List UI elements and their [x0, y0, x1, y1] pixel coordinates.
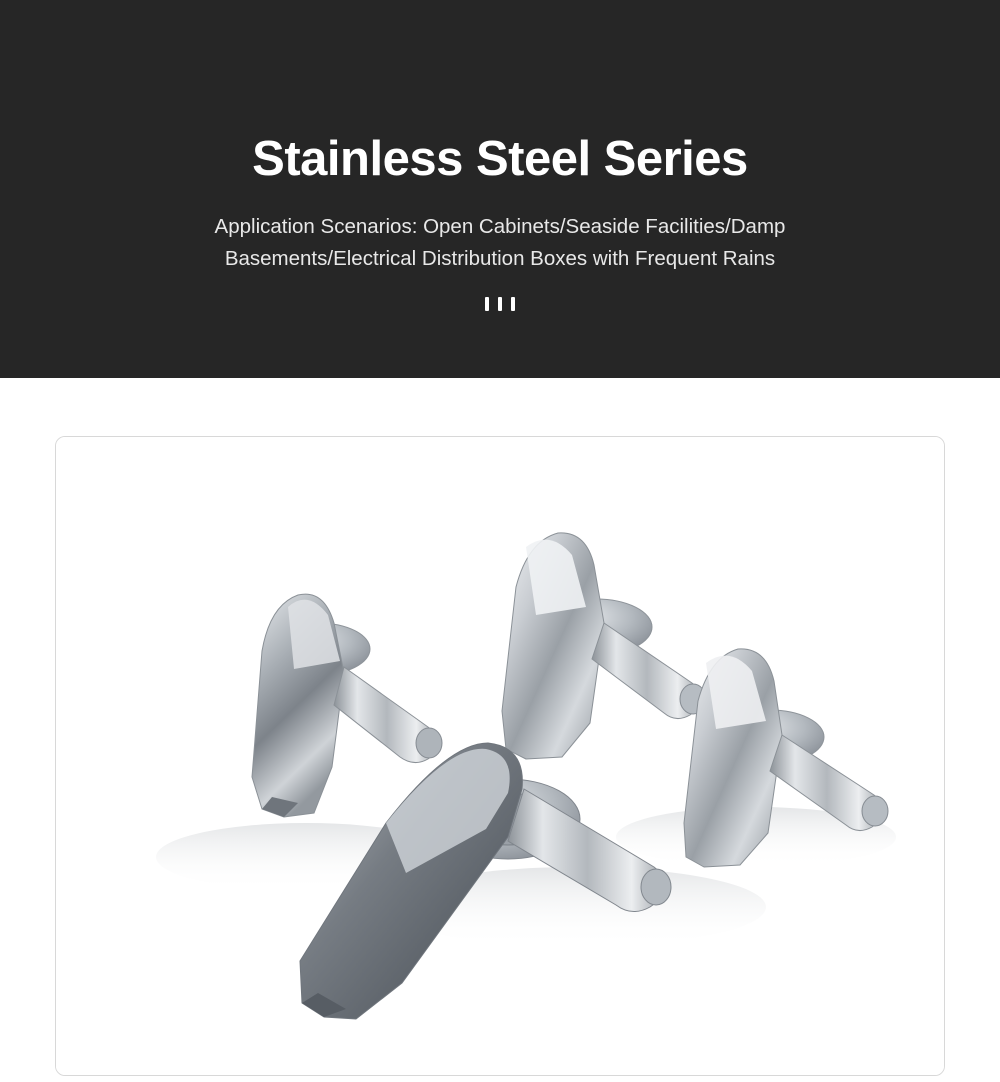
page-title: Stainless Steel Series [252, 132, 748, 186]
three-bar-indicator [485, 297, 515, 311]
indicator-bar-1 [485, 297, 489, 311]
product-card-wrapper [0, 378, 1000, 1076]
indicator-bar-2 [498, 297, 502, 311]
indicator-bar-3 [511, 297, 515, 311]
hero-banner [0, 0, 1000, 378]
hero-subtitle: Application Scenarios: Open Cabinets/Seaside Facilities/Damp Basements/Electrical Distribution Boxes with Frequent Rains [214, 215, 786, 271]
stainless-steel-lever-handle-locks-photo [56, 437, 944, 1075]
product-image-card [55, 436, 945, 1076]
